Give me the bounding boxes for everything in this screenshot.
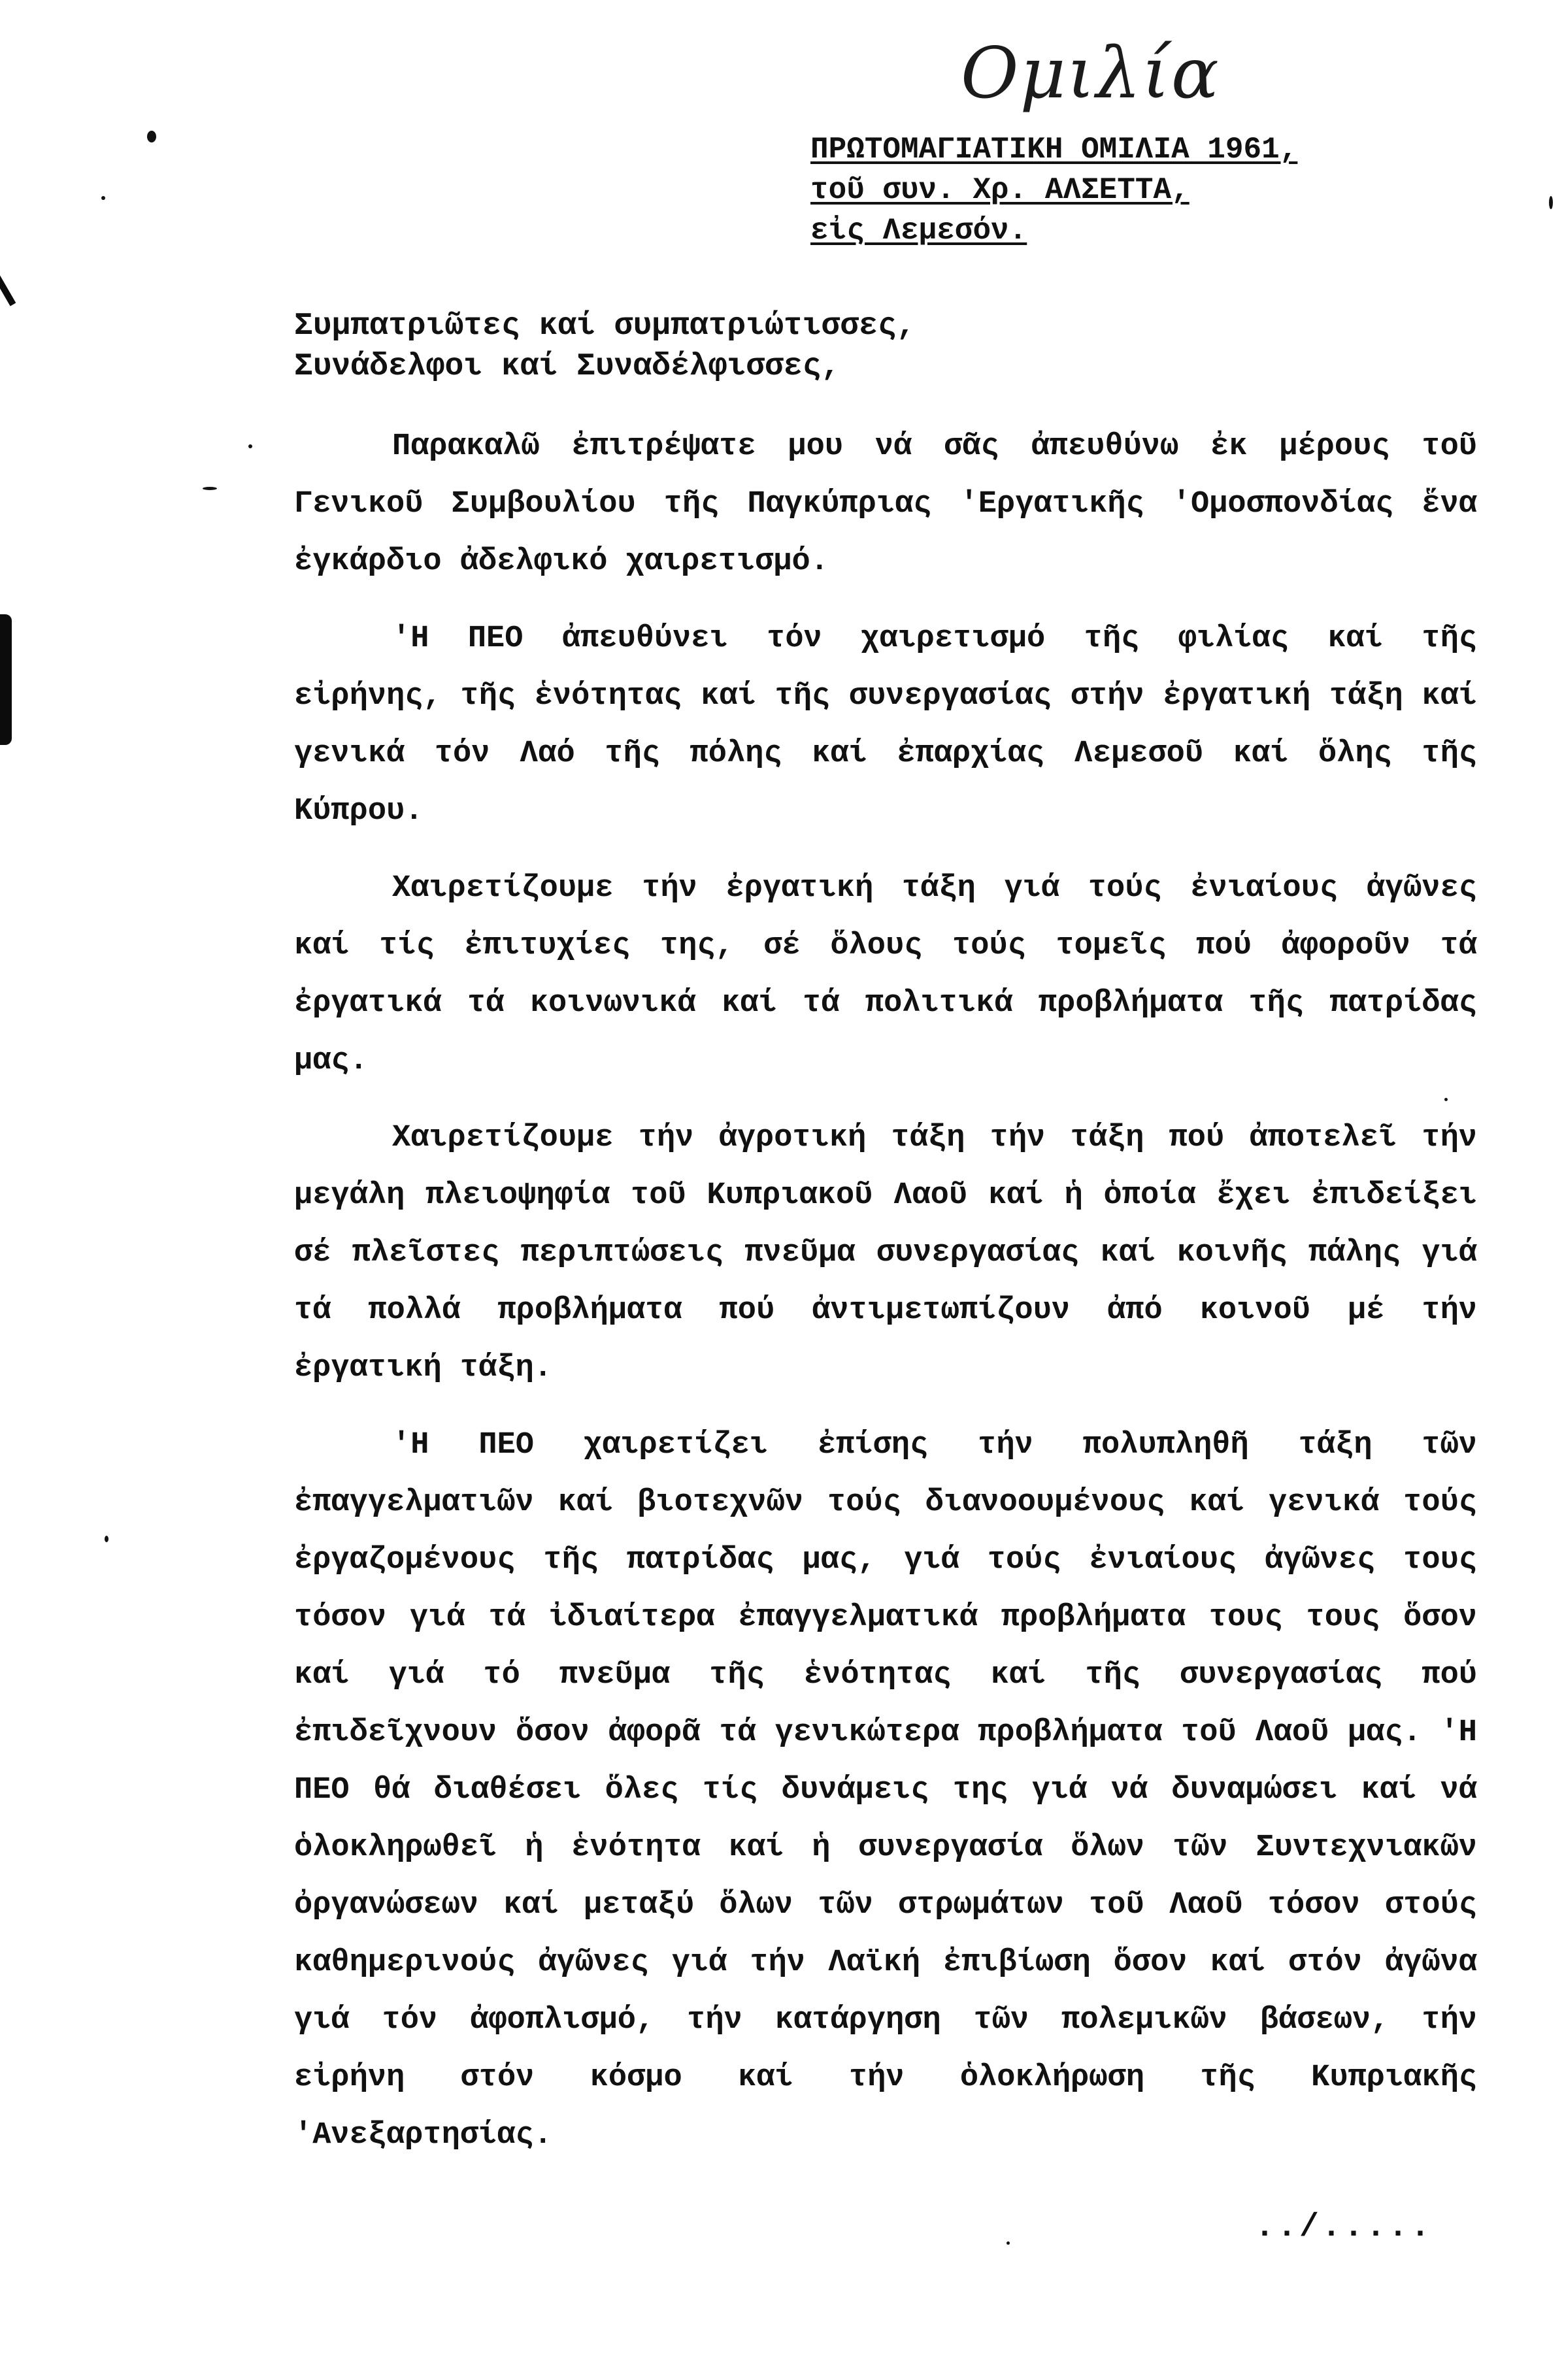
document-heading [810, 129, 1297, 251]
scan-edge-mark [0, 614, 12, 745]
scan-speck [101, 196, 105, 200]
scan-speck [105, 1536, 108, 1542]
scan-speck [203, 487, 217, 490]
heading-line-speaker: τοῦ συν. Χρ. ΑΛΣΕΤΤΑ, [810, 173, 1190, 207]
paragraph-greeting: Παρακαλῶ ἐπιτρέψατε μου νά σᾶς ἀπευθύνω ἐκ μέρους τοῦ Γενικοῦ Συμβουλίου τῆς Παγκύπριας 'Εργατικῆς 'Ομοσπονδίας ἕνα ἐγκάρδιο ἀδελφικό χαιρετισμό. [294, 429, 1477, 579]
scan-speck [1444, 1098, 1448, 1101]
scan-speck [1549, 196, 1553, 209]
scan-speck [147, 131, 156, 142]
page-continuation-mark: ../..... [1255, 2209, 1433, 2246]
scan-edge-mark [0, 269, 16, 306]
speech-body [294, 418, 1477, 2184]
salutation-line-2: Συνάδελφοι καί Συναδέλφισσες, [294, 349, 840, 384]
scan-speck [1007, 2241, 1010, 2245]
salutation [294, 306, 916, 387]
handwritten-annotation: Ομιλία [961, 33, 1220, 114]
heading-line-place: εἰς Λεμεσόν. [810, 214, 1027, 248]
paragraph-professionals: 'Η ΠΕΟ χαιρετίζει ἐπίσης τήν πολυπληθῆ τάξη τῶν ἐπαγγελματιῶν καί βιοτεχνῶν τούς διανοουμένους καί γενικά τούς ἐργαζομένους τῆς πατρίδας μας, γιά τούς ἐνιαίους ἀγῶνες τους τόσον γιά τά ἰδιαίτερα ἐπαγγελματικά προβλήματα τους τους ὅσον καί γιά τό πνεῦμα τῆς ἑνότητας καί τῆς συνεργασίας πού ἐπιδεῖχνουν ὅσον ἀφορᾶ τά γενικώτερα προβλήματα τοῦ Λαοῦ μας. 'Η ΠΕΟ θά διαθέσει ὅλες τίς δυνάμεις της γιά νά δυναμώσει καί νά ὁλοκληρωθεῖ ἡ ἑνότητα καί ἡ συνεργασία ὅλων τῶν Συντεχνιακῶν ὀργανώσεων καί μεταξύ ὅλων τῶν στρωμάτων τοῦ Λαοῦ τόσον στούς καθημερινούς ἀγῶνες γιά τήν Λαϊκή ἐπιβίωση ὅσον καί στόν ἀγῶνα γιά τόν ἀφοπλισμό, τήν κατάργηση τῶν πολεμικῶν βάσεων, τήν εἰρήνη στόν κόσμο καί τήν ὁλοκλήρωση τῆς Κυπριακῆς 'Ανεξαρτησίας. [294, 1428, 1477, 2153]
paragraph-working-class: Χαιρετίζουμε τήν ἐργατική τάξη γιά τούς ἐνιαίους ἀγῶνες καί τίς ἐπιτυχίες της, σέ ὅλους τούς τομεῖς πού ἀφοροῦν τά ἐργατικά τά κοινωνικά καί τά πολιτικά προβλήματα τῆς πατρίδας μας. [294, 871, 1477, 1078]
paragraph-peo-address: 'Η ΠΕΟ ἀπευθύνει τόν χαιρετισμό τῆς φιλίας καί τῆς εἰρήνης, τῆς ἑνότητας καί τῆς συνεργασίας στήν ἐργατική τάξη καί γενικά τόν Λαό τῆς πόλης καί ἐπαρχίας Λεμεσοῦ καί ὅλης τῆς Κύπρου. [294, 621, 1477, 829]
scan-speck [248, 444, 252, 448]
paragraph-farmers: Χαιρετίζουμε τήν ἀγροτική τάξη τήν τάξη πού ἀποτελεῖ τήν μεγάλη πλειοψηφία τοῦ Κυπριακοῦ Λαοῦ καί ἡ ὁποία ἔχει ἐπιδείξει σέ πλεῖστες περιπτώσεις πνεῦμα συνεργασίας καί κοινῆς πάλης γιά τά πολλά προβλήματα πού ἀντιμετωπίζουν ἀπό κοινοῦ μέ τήν ἐργατική τάξη. [294, 1121, 1477, 1385]
heading-line-title: ΠΡΩΤΟΜΑΓΙΑΤΙΚΗ ΟΜΙΛΙΑ 1961, [810, 133, 1298, 167]
salutation-line-1: Συμπατριῶτες καί συμπατριώτισσες, [294, 308, 916, 344]
